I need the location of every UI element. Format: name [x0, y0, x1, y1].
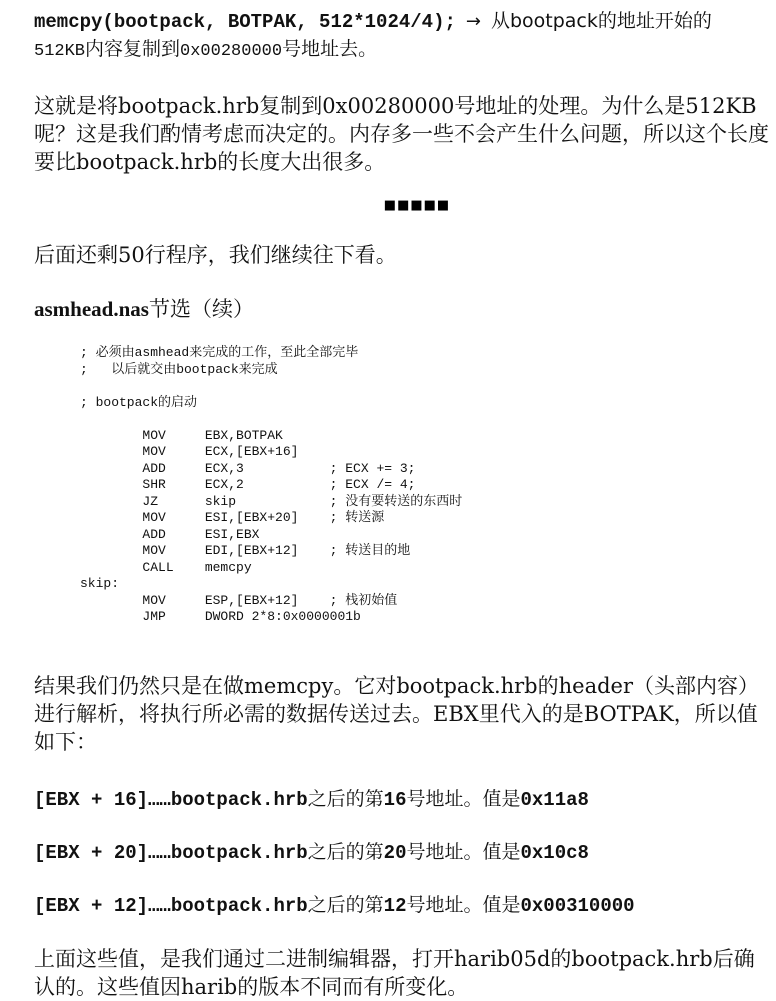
intro-code: memcpy(bootpack, BOTPAK, 512*1024/4);: [34, 11, 456, 33]
code-listing-heading: [34, 295, 770, 323]
intro-line-1: [34, 6, 770, 37]
intro-size: 512KB: [34, 42, 86, 61]
intro-line-2: [34, 37, 770, 64]
intro-text-2a: 内容复制到: [85, 38, 181, 60]
paragraph-1: 这就是将bootpack.hrb复制到0x00280000号地址的处理。为什么是512KB呢？这是我们酌情考虑而决定的。内存多一些不会产生什么问题，所以这个长度要比bootpack.hrb的长度大出很多。: [34, 94, 769, 174]
listing-filename: asmhead.nas: [34, 297, 149, 321]
value-hex: 0x00310000: [520, 894, 635, 917]
value-key: [EBX + 20]……bootpack.hrb: [34, 841, 308, 864]
paragraph-2: 后面还剩50行程序，我们继续往下看。: [34, 243, 397, 267]
value-offset: 12: [383, 894, 407, 917]
arrow-icon: →: [465, 11, 481, 32]
code-listing: ; 必须由asmhead来完成的工作，至此全部完毕 ; 以后就交由bootpack来完成 ; bootpack的启动 MOV EBX,BOTPAK MOV ECX,[EBX+16] ADD ECX,3 ; ECX += 3; SHR ECX,2 ; ECX /= 4; JZ skip ; 没有要转送的东西时 MOV ESI,[EBX+20] ; 转送源 ADD ESI,EBX MOV EDI,[EBX+12] ; 转送目的地 CALL memcpy skip: MOV ESP,[EBX+12] ; 栈初始值 JMP DWORD 2*8:0x0000001b: [80, 345, 463, 624]
value-line-ebx16: [34, 786, 770, 813]
value-key: [EBX + 12]……bootpack.hrb: [34, 894, 308, 917]
paragraph-3: 结果我们仍然只是在做memcpy。它对bootpack.hrb的header（头部内容）进行解析，将执行所必需的数据传送过去。EBX里代入的是BOTPAK，所以值如下：: [34, 673, 760, 754]
intro-address: 0x00280000: [180, 42, 283, 61]
value-line-ebx12: [34, 892, 770, 919]
value-desc-b: 号地址。值是: [406, 840, 521, 863]
value-hex: 0x10c8: [520, 841, 589, 864]
value-desc-a: 之后的第: [307, 840, 384, 863]
value-hex: 0x11a8: [520, 788, 589, 811]
value-offset: 16: [383, 788, 407, 811]
document-page: [34, 6, 770, 1001]
paragraph-4: 上面这些值，是我们通过二进制编辑器，打开harib05d的bootpack.hrb后确认的。这些值因harib的版本不同而有所变化。: [34, 946, 755, 999]
intro-text-1: 从bootpack的地址开始的: [490, 10, 712, 32]
intro-block: [34, 6, 770, 64]
value-offset: 20: [383, 841, 407, 864]
section-separator: ■■■■■: [383, 198, 451, 213]
value-desc-a: 之后的第: [307, 787, 384, 810]
value-key: [EBX + 16]……bootpack.hrb: [34, 788, 308, 811]
value-desc-a: 之后的第: [307, 893, 384, 916]
value-desc-b: 号地址。值是: [406, 893, 521, 916]
intro-text-2b: 号地址去。: [282, 38, 378, 60]
value-desc-b: 号地址。值是: [406, 787, 521, 810]
value-line-ebx20: [34, 839, 770, 866]
listing-suffix: 节选（续）: [148, 297, 254, 321]
